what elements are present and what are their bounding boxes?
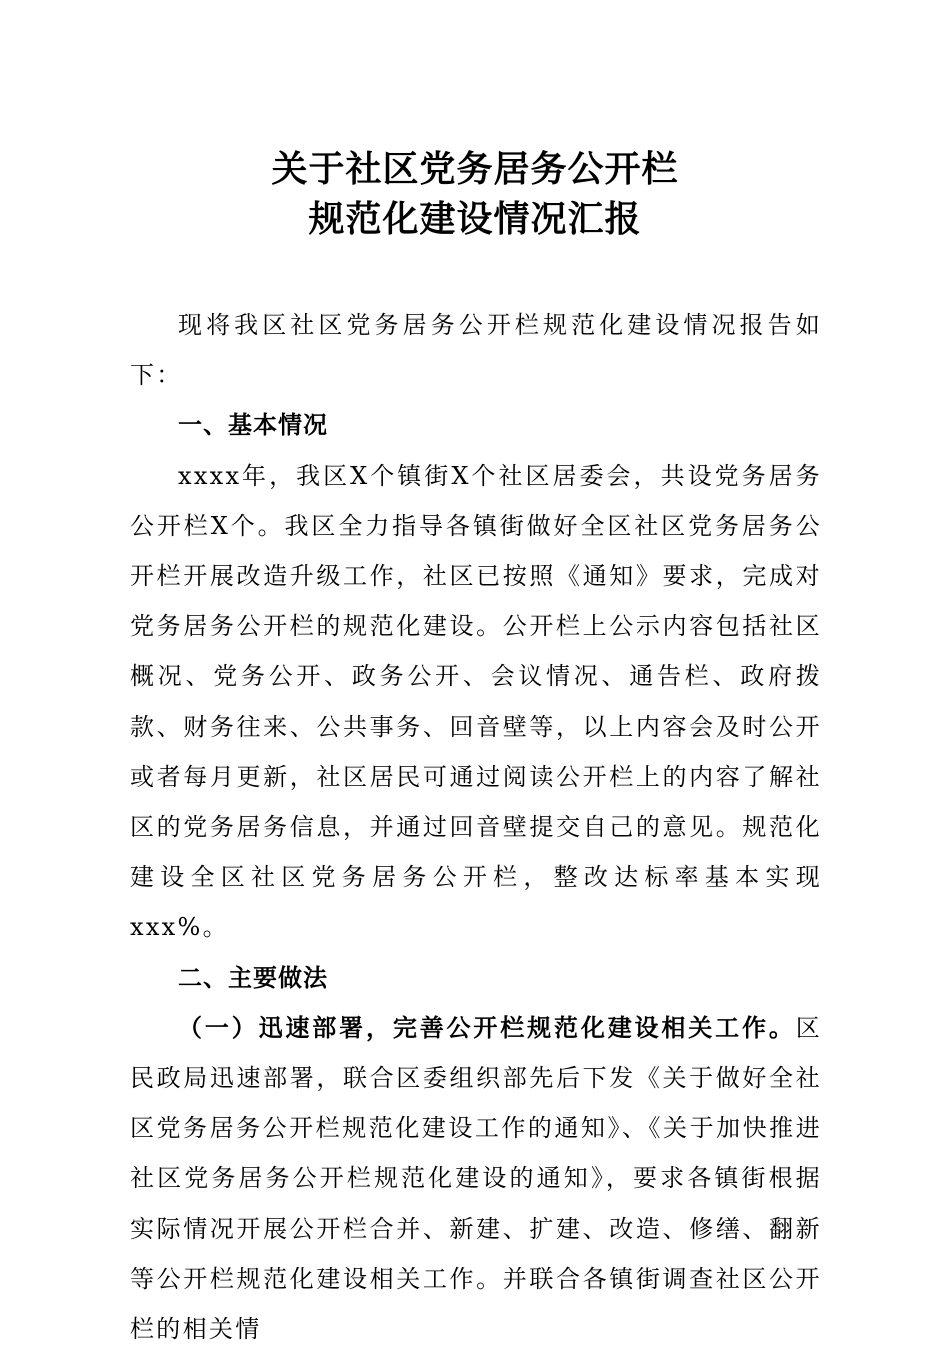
subsection-text: 区民政局迅速部署，联合区委组织部先后下发《关于做好全社区党务居务公开栏规范化建设工作的通知》、《关于加快推进社区党务居务公开栏规范化建设的通知》，要求各镇街根据实际情况开展公开栏合并、新建、扩建、改造、修缮、翻新等公开栏规范化建设相关工作。并联合各镇街调查社区公开栏的相关情 — [130, 1013, 822, 1344]
document-body — [130, 300, 822, 1354]
document-title-line1: 关于社区党务居务公开栏 — [271, 149, 679, 190]
basic-situation-paragraph: xxxx年，我区X个镇街X个社区居委会，共设党务居务公开栏X个。我区全力指导各镇街做好全区社区党务居务公开栏开展改造升级工作，社区已按照《通知》要求，完成对党务居务公开栏的规范化建设。公开栏上公示内容包括社区概况、党务公开、政务公开、会议情况、通告栏、政府拨款、财务往来、公共事务、回音壁等，以上内容会及时公开或者每月更新，社区居民可通过阅读公开栏上的内容了解社区的党务居务信息，并通过回音壁提交自己的意见。规范化建设全区社区党务居务公开栏，整改达标率基本实现xxx%。 — [130, 461, 822, 942]
intro-paragraph: 现将我区社区党务居务公开栏规范化建设情况报告如下： — [130, 311, 822, 390]
main-practices-paragraph-1 — [130, 1003, 822, 1354]
document-title-line2: 规范化建设情况汇报 — [308, 199, 642, 240]
subsection-lead: （一）迅速部署，完善公开栏规范化建设相关工作。 — [178, 1013, 796, 1042]
section-heading-basic-situation: 一、基本情况 — [178, 411, 328, 440]
section-heading-main-practices: 二、主要做法 — [178, 963, 328, 992]
